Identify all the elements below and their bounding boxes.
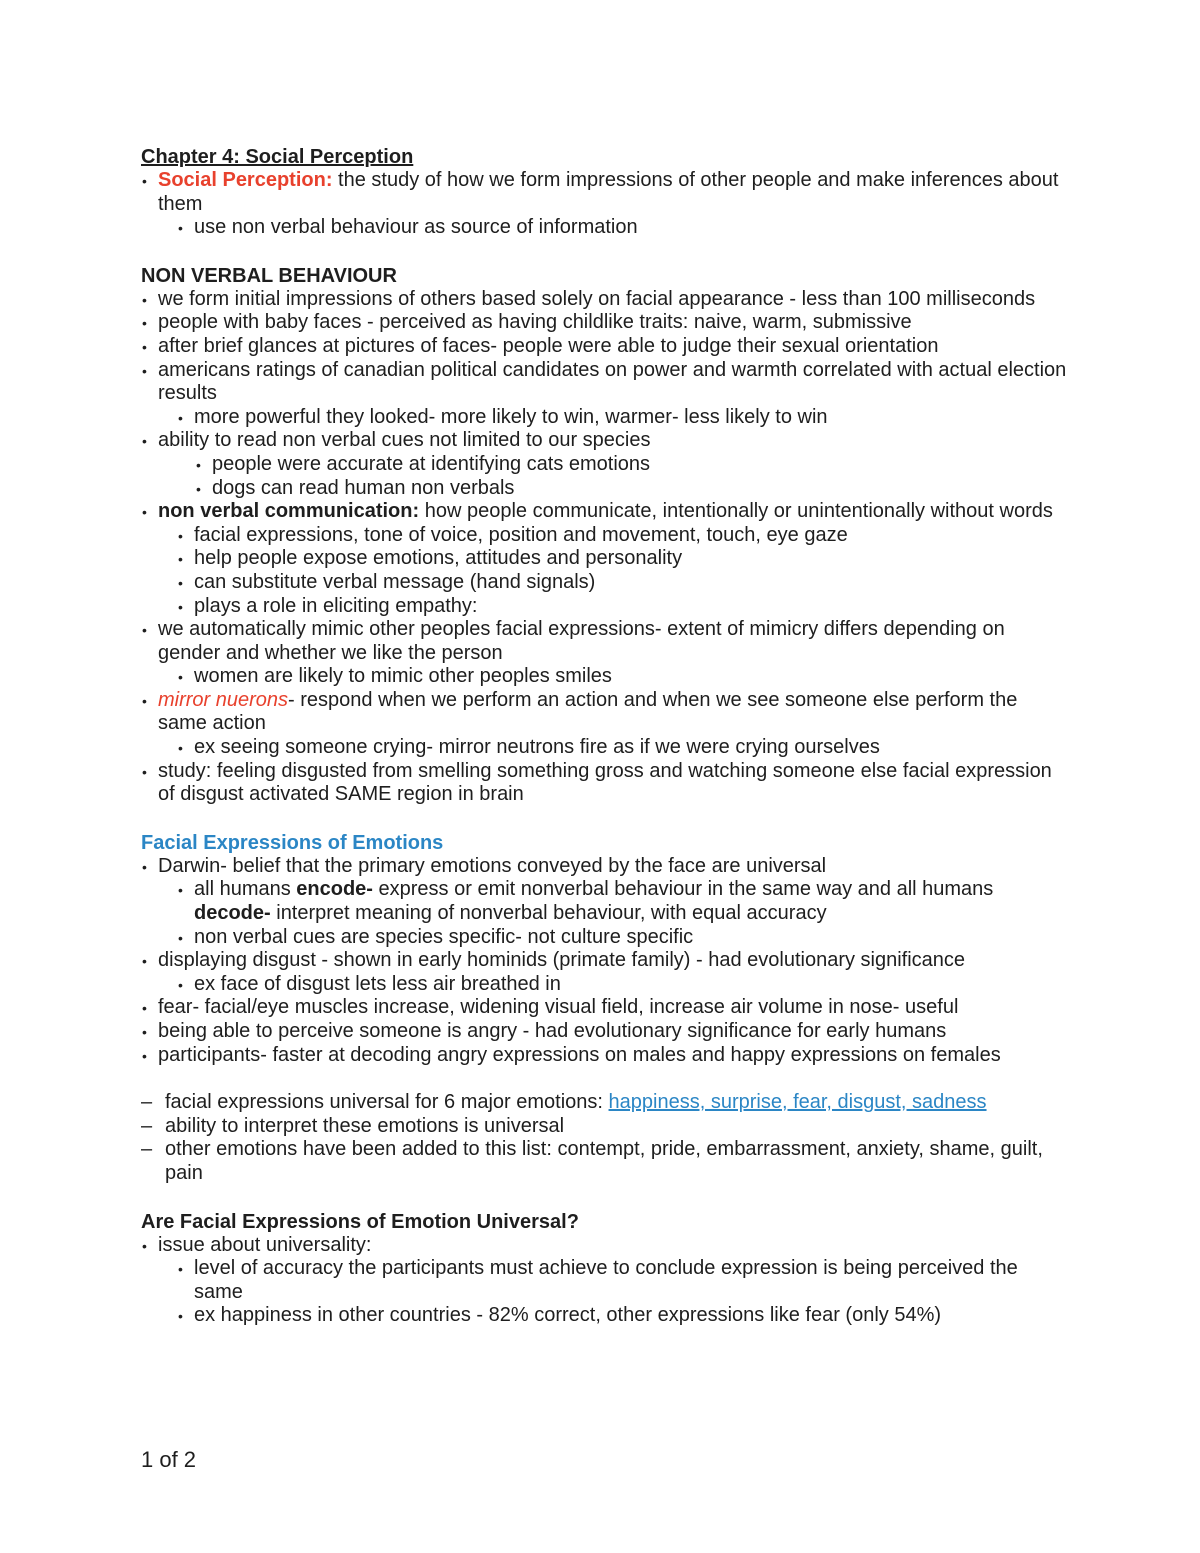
- section-heading-nonverbal: NON VERBAL BEHAVIOUR: [141, 264, 397, 287]
- list-item: • more powerful they looked- more likely to win, warmer- less likely to win: [141, 406, 1071, 430]
- list-item: [141, 878, 1071, 925]
- list-item: – other emotions have been added to this list: contempt, pride, embarrassment, anxiety, shame, guilt, pain: [141, 1138, 1071, 1185]
- list-item: [141, 500, 1071, 524]
- section-heading-facial-expressions: Facial Expressions of Emotions: [141, 831, 444, 854]
- term-nonverbal-communication: non verbal communication:: [158, 500, 420, 523]
- list-item: • facial expressions, tone of voice, position and movement, touch, eye gaze: [141, 524, 1071, 548]
- list-item: • ex face of disgust lets less air breathed in: [141, 973, 1071, 997]
- list-item: • people with baby faces - perceived as having childlike traits: naive, warm, submissive: [141, 311, 1071, 335]
- list-item: • ability to read non verbal cues not limited to our species: [141, 429, 1071, 453]
- page-number: 1 of 2: [141, 1447, 197, 1472]
- list-item: • ex seeing someone crying- mirror neutrons fire as if we were crying ourselves: [141, 736, 1071, 760]
- definition-text: - respond when we perform an action and when we see someone else perform the same action: [158, 688, 1018, 735]
- list-item: • use non verbal behaviour as source of information: [141, 216, 1071, 240]
- page-content: [141, 145, 1071, 1328]
- list-item: • Darwin- belief that the primary emotions conveyed by the face are universal: [141, 855, 1071, 879]
- definition-text: how people communicate, intentionally or unintentionally without words: [419, 500, 1053, 523]
- term-decode: decode-: [194, 902, 271, 925]
- text-span: all humans: [194, 878, 297, 901]
- chapter-title: Chapter 4: Social Perception: [141, 146, 414, 168]
- list-item: • can substitute verbal message (hand signals): [141, 571, 1071, 595]
- term-encode: encode-: [296, 878, 373, 901]
- list-item: • participants- faster at decoding angry expressions on males and happy expressions on females: [141, 1044, 1071, 1068]
- emotions-link[interactable]: happiness, surprise, fear, disgust, sadness: [608, 1091, 987, 1114]
- text-span: express or emit nonverbal behaviour in the same way and all humans: [372, 878, 994, 901]
- list-item: • plays a role in eliciting empathy:: [141, 595, 1071, 619]
- list-item: • displaying disgust - shown in early hominids (primate family) - had evolutionary significance: [141, 949, 1071, 973]
- list-item: – ability to interpret these emotions is universal: [141, 1115, 1071, 1139]
- list-item: • fear- facial/eye muscles increase, widening visual field, increase air volume in nose- useful: [141, 996, 1071, 1020]
- intro-list: [141, 169, 1071, 240]
- nonverbal-list: [141, 288, 1071, 807]
- list-item: • issue about universality:: [141, 1234, 1071, 1258]
- list-item: • people were accurate at identifying cats emotions: [141, 453, 1071, 477]
- list-item: • we automatically mimic other peoples facial expressions- extent of mimicry differs depending on gender and whether we like the person: [141, 618, 1071, 665]
- list-item: • after brief glances at pictures of faces- people were able to judge their sexual orientation: [141, 335, 1071, 359]
- text-span: interpret meaning of nonverbal behaviour, with equal accuracy: [270, 902, 827, 925]
- term-social-perception: Social Perception:: [158, 169, 333, 191]
- definition-text: the study of how we form impressions of other people and make inferences about them: [158, 169, 1059, 215]
- list-item: • americans ratings of canadian political candidates on power and warmth correlated with actual election results: [141, 359, 1071, 406]
- text-span: facial expressions universal for 6 major emotions:: [165, 1091, 609, 1114]
- list-item: • women are likely to mimic other peoples smiles: [141, 665, 1071, 689]
- list-item: • help people expose emotions, attitudes and personality: [141, 547, 1071, 571]
- list-item: • being able to perceive someone is angry - had evolutionary significance for early humans: [141, 1020, 1071, 1044]
- list-item: [141, 689, 1071, 736]
- list-item: • we form initial impressions of others based solely on facial appearance - less than 100 milliseconds: [141, 288, 1071, 312]
- list-item: [141, 1091, 1071, 1115]
- emotions-dash-list: [141, 1091, 1071, 1185]
- list-item: • study: feeling disgusted from smelling something gross and watching someone else facial expression of disgust activated SAME region in brain: [141, 760, 1071, 807]
- list-item: • ex happiness in other countries - 82% correct, other expressions like fear (only 54%): [141, 1304, 1071, 1328]
- list-item: [141, 169, 1071, 216]
- term-mirror-neurons: mirror nuerons: [158, 688, 289, 711]
- section-heading-universal: Are Facial Expressions of Emotion Universal?: [141, 1210, 579, 1233]
- universal-list: [141, 1234, 1071, 1328]
- facial-list: [141, 855, 1071, 1067]
- list-item: • level of accuracy the participants must achieve to conclude expression is being perceived the same: [141, 1257, 1071, 1304]
- list-item: • non verbal cues are species specific- not culture specific: [141, 926, 1071, 950]
- list-item: • dogs can read human non verbals: [141, 477, 1071, 501]
